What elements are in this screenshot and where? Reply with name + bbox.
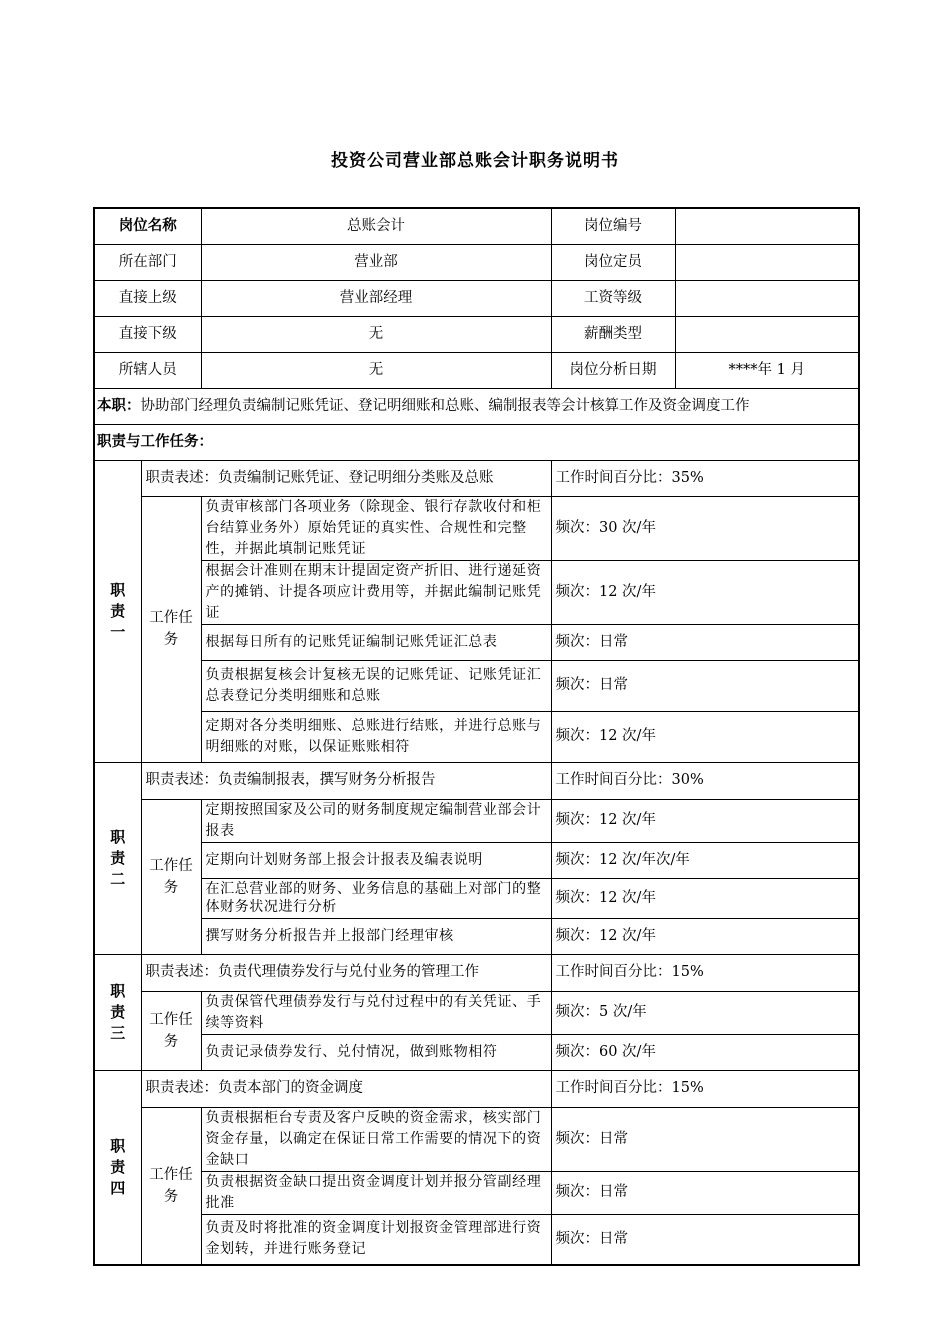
basic-row (94, 280, 859, 316)
task-freq: 频次：60 次/年 (551, 1034, 859, 1070)
basic-label: 薪酬类型 (551, 316, 675, 352)
task-text: 撰写财务分析报告并上报部门经理审核 (201, 918, 551, 954)
main-duty-text: 协助部门经理负责编制记账凭证、登记明细账和总账、编制报表等会计核算工作及资金调度工作 (140, 397, 750, 414)
duty-name: 职 责 三 (94, 954, 141, 1070)
main-duty-label: 本职： (97, 397, 141, 414)
duty-desc-row (94, 460, 859, 496)
basic-label: 所辖人员 (94, 352, 201, 388)
task-row (94, 1171, 859, 1214)
task-freq: 频次：日常 (551, 660, 859, 711)
main-duty (94, 388, 859, 424)
task-row (94, 1034, 859, 1070)
basic-label: 直接下级 (94, 316, 201, 352)
job-description-table (93, 207, 860, 1266)
task-text: 负责及时将批准的资金调度计划报资金管理部进行资金划转，并进行账务登记 (201, 1214, 551, 1265)
duty-name: 职 责 二 (94, 762, 141, 954)
duty-pct: 工作时间百分比：15% (551, 1070, 859, 1107)
basic-row (94, 244, 859, 280)
task-text: 负责审核部门各项业务（除现金、银行存款收付和柜台结算业务外）原始凭证的真实性、合规性和完整性，并据此填制记账凭证 (201, 496, 551, 560)
duty-desc: 职责表述：负责编制报表，撰写财务分析报告 (141, 762, 551, 799)
basic-value: 总账会计 (201, 208, 551, 244)
duty-desc: 职责表述：负责代理债券发行与兑付业务的管理工作 (141, 954, 551, 991)
basic-value (675, 208, 859, 244)
basic-value: 无 (201, 352, 551, 388)
task-label: 工作任务 (141, 1107, 201, 1265)
basic-label: 岗位定员 (551, 244, 675, 280)
basic-value: 营业部经理 (201, 280, 551, 316)
duties-header-row (94, 424, 859, 460)
basic-label: 岗位分析日期 (551, 352, 675, 388)
task-text: 负责记录债券发行、兑付情况，做到账物相符 (201, 1034, 551, 1070)
basic-row (94, 208, 859, 244)
task-row (94, 799, 859, 842)
basic-row (94, 316, 859, 352)
task-row (94, 1214, 859, 1265)
duty-desc: 职责表述：负责编制记账凭证、登记明细分类账及总账 (141, 460, 551, 496)
task-label: 工作任务 (141, 991, 201, 1070)
basic-label: 所在部门 (94, 244, 201, 280)
task-text: 负责保管代理债券发行与兑付过程中的有关凭证、手续等资料 (201, 991, 551, 1034)
task-text: 定期按照国家及公司的财务制度规定编制营业部会计报表 (201, 799, 551, 842)
basic-label: 岗位名称 (94, 208, 201, 244)
duty-pct: 工作时间百分比：30% (551, 762, 859, 799)
duty-pct: 工作时间百分比：35% (551, 460, 859, 496)
task-row (94, 1107, 859, 1171)
task-freq: 频次：日常 (551, 1107, 859, 1171)
basic-label: 工资等级 (551, 280, 675, 316)
task-text: 负责根据柜台专责及客户反映的资金需求，核实部门资金存量，以确定在保证日常工作需要的情况下的资金缺口 (201, 1107, 551, 1171)
task-freq: 频次：12 次/年次/年 (551, 842, 859, 878)
task-freq: 频次：日常 (551, 1214, 859, 1265)
duty-desc-row (94, 762, 859, 799)
task-row (94, 991, 859, 1034)
task-row (94, 624, 859, 660)
task-freq: 频次：日常 (551, 1171, 859, 1214)
basic-value (675, 244, 859, 280)
task-row (94, 560, 859, 624)
duty-name: 职 责 一 (94, 460, 141, 762)
task-text: 负责根据复核会计复核无误的记账凭证、记账凭证汇总表登记分类明细账和总账 (201, 660, 551, 711)
task-text: 根据会计准则在期末计提固定资产折旧、进行递延资产的摊销、计提各项应计费用等，并据此编制记账凭证 (201, 560, 551, 624)
duty-desc: 职责表述：负责本部门的资金调度 (141, 1070, 551, 1107)
task-freq: 频次：12 次/年 (551, 560, 859, 624)
basic-row (94, 352, 859, 388)
task-row (94, 878, 859, 918)
task-text: 在汇总营业部的财务、业务信息的基础上对部门的整体财务状况进行分析 (201, 878, 551, 918)
basic-value: ****年 1 月 (675, 352, 859, 388)
duty-desc-row (94, 1070, 859, 1107)
duties-header: 职责与工作任务： (94, 424, 859, 460)
duty-desc-row (94, 954, 859, 991)
task-row (94, 918, 859, 954)
basic-value (675, 316, 859, 352)
main-duty-row (94, 388, 859, 424)
basic-value: 营业部 (201, 244, 551, 280)
task-label: 工作任务 (141, 799, 201, 954)
task-text: 负责根据资金缺口提出资金调度计划并报分管副经理批准 (201, 1171, 551, 1214)
duty-pct: 工作时间百分比：15% (551, 954, 859, 991)
basic-label: 直接上级 (94, 280, 201, 316)
task-freq: 频次：12 次/年 (551, 918, 859, 954)
document-title: 投资公司营业部总账会计职务说明书 (331, 151, 619, 171)
task-label: 工作任务 (141, 496, 201, 762)
task-freq: 频次：日常 (551, 624, 859, 660)
task-row (94, 711, 859, 762)
task-freq: 频次：12 次/年 (551, 799, 859, 842)
basic-value: 无 (201, 316, 551, 352)
task-text: 定期向计划财务部上报会计报表及编表说明 (201, 842, 551, 878)
task-freq: 频次：30 次/年 (551, 496, 859, 560)
task-freq: 频次：12 次/年 (551, 878, 859, 918)
task-text: 根据每日所有的记账凭证编制记账凭证汇总表 (201, 624, 551, 660)
basic-value (675, 280, 859, 316)
task-row (94, 660, 859, 711)
task-freq: 频次：12 次/年 (551, 711, 859, 762)
duty-name: 职 责 四 (94, 1070, 141, 1265)
task-row (94, 842, 859, 878)
basic-label: 岗位编号 (551, 208, 675, 244)
task-row (94, 496, 859, 560)
task-freq: 频次：5 次/年 (551, 991, 859, 1034)
task-text: 定期对各分类明细账、总账进行结账，并进行总账与明细账的对账，以保证账账相符 (201, 711, 551, 762)
